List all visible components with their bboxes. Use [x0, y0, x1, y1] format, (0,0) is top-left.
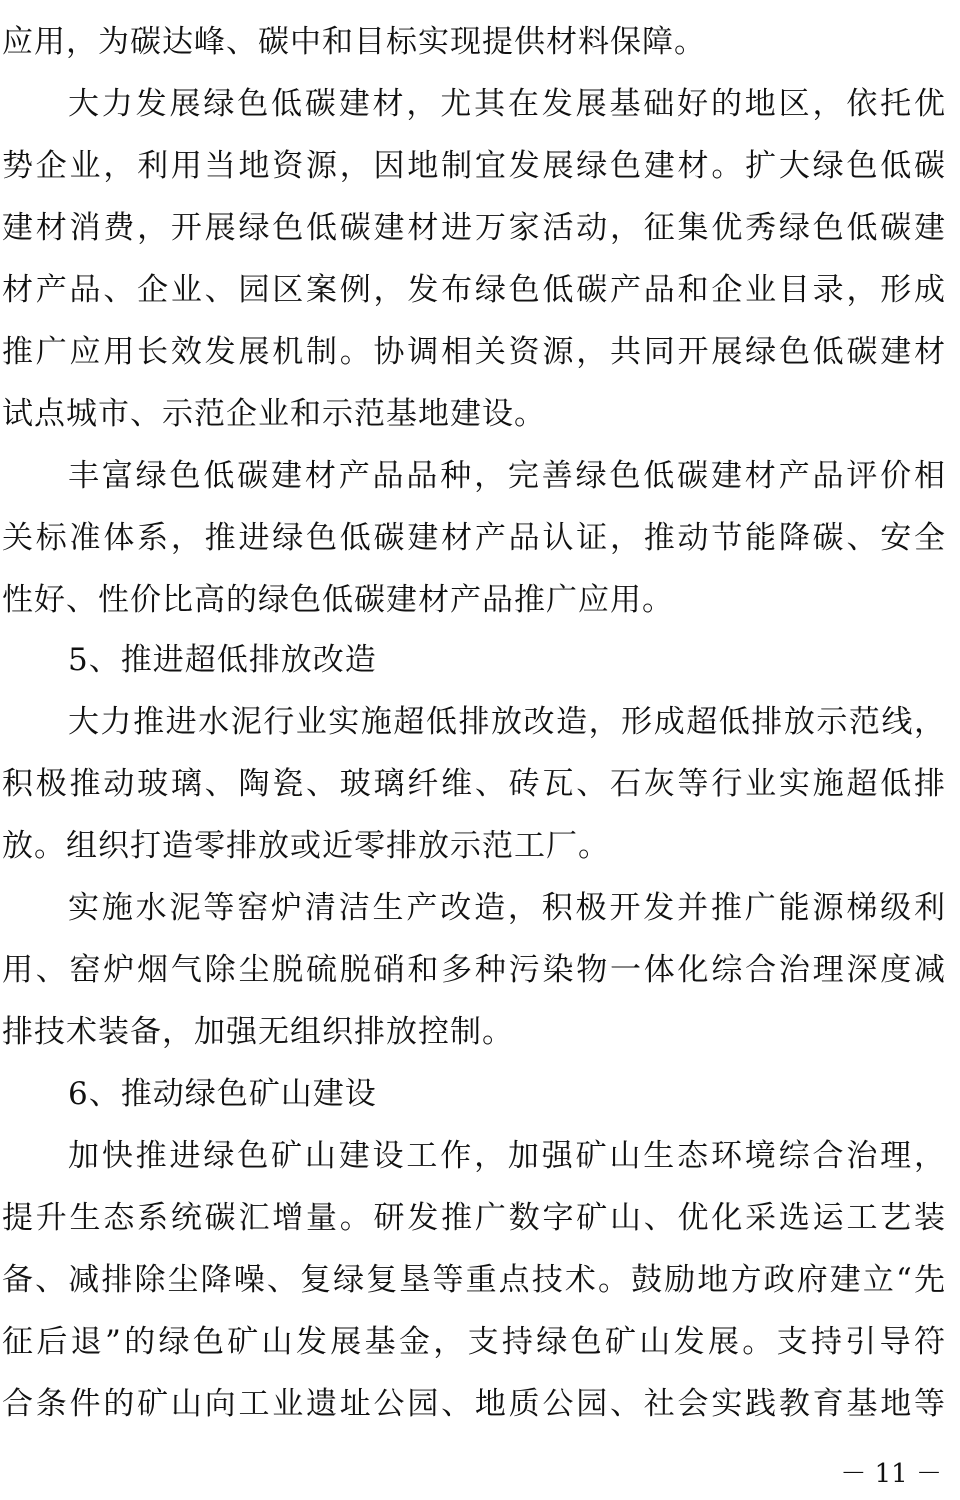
section-heading: 5、推进超低排放改造 — [68, 642, 377, 678]
text-line: 性好、性价比高的绿色低碳建材产品推广应用。 — [2, 582, 674, 618]
text-line: 关标准体系，推进绿色低碳建材产品认证，推动节能降碳、安全 — [2, 520, 946, 556]
text-line: 推广应用长效发展机制。协调相关资源，共同开展绿色低碳建材 — [2, 334, 946, 370]
text-line: 应用，为碳达峰、碳中和目标实现提供材料保障。 — [2, 24, 706, 60]
text-line: 试点城市、示范企业和示范基地建设。 — [2, 396, 546, 432]
paragraph-first-line: 丰富绿色低碳建材产品品种，完善绿色低碳建材产品评价相 — [68, 458, 946, 494]
text-line: 材产品、企业、园区案例，发布绿色低碳产品和企业目录，形成 — [2, 272, 946, 308]
paragraph-first-line: 大力推进水泥行业实施超低排放改造，形成超低排放示范线， — [68, 704, 946, 740]
paragraph-first-line: 实施水泥等窑炉清洁生产改造，积极开发并推广能源梯级利 — [68, 890, 946, 926]
text-line: 备、减排除尘降噪、复绿复垦等重点技术。鼓励地方政府建立“先 — [2, 1262, 946, 1298]
text-line: 放。组织打造零排放或近零排放示范工厂。 — [2, 828, 610, 864]
text-line: 征后退”的绿色矿山发展基金，支持绿色矿山发展。支持引导符 — [2, 1324, 946, 1360]
text-line: 势企业，利用当地资源，因地制宜发展绿色建材。扩大绿色低碳 — [2, 148, 946, 184]
text-line: 积极推动玻璃、陶瓷、玻璃纤维、砖瓦、石灰等行业实施超低排 — [2, 766, 946, 802]
text-line: 排技术装备，加强无组织排放控制。 — [2, 1014, 514, 1050]
text-line: 合条件的矿山向工业遗址公园、地质公园、社会实践教育基地等 — [2, 1386, 946, 1422]
section-heading: 6、推动绿色矿山建设 — [68, 1076, 377, 1112]
text-line: 建材消费，开展绿色低碳建材进万家活动，征集优秀绿色低碳建 — [2, 210, 946, 246]
text-line: 提升生态系统碳汇增量。研发推广数字矿山、优化采选运工艺装 — [2, 1200, 946, 1236]
paragraph-first-line: 加快推进绿色矿山建设工作，加强矿山生态环境综合治理， — [68, 1138, 946, 1174]
text-line: 用、窑炉烟气除尘脱硫脱硝和多种污染物一体化综合治理深度减 — [2, 952, 946, 988]
page-number: － 11 － — [840, 1459, 942, 1489]
paragraph-first-line: 大力发展绿色低碳建材，尤其在发展基础好的地区，依托优 — [68, 86, 946, 122]
